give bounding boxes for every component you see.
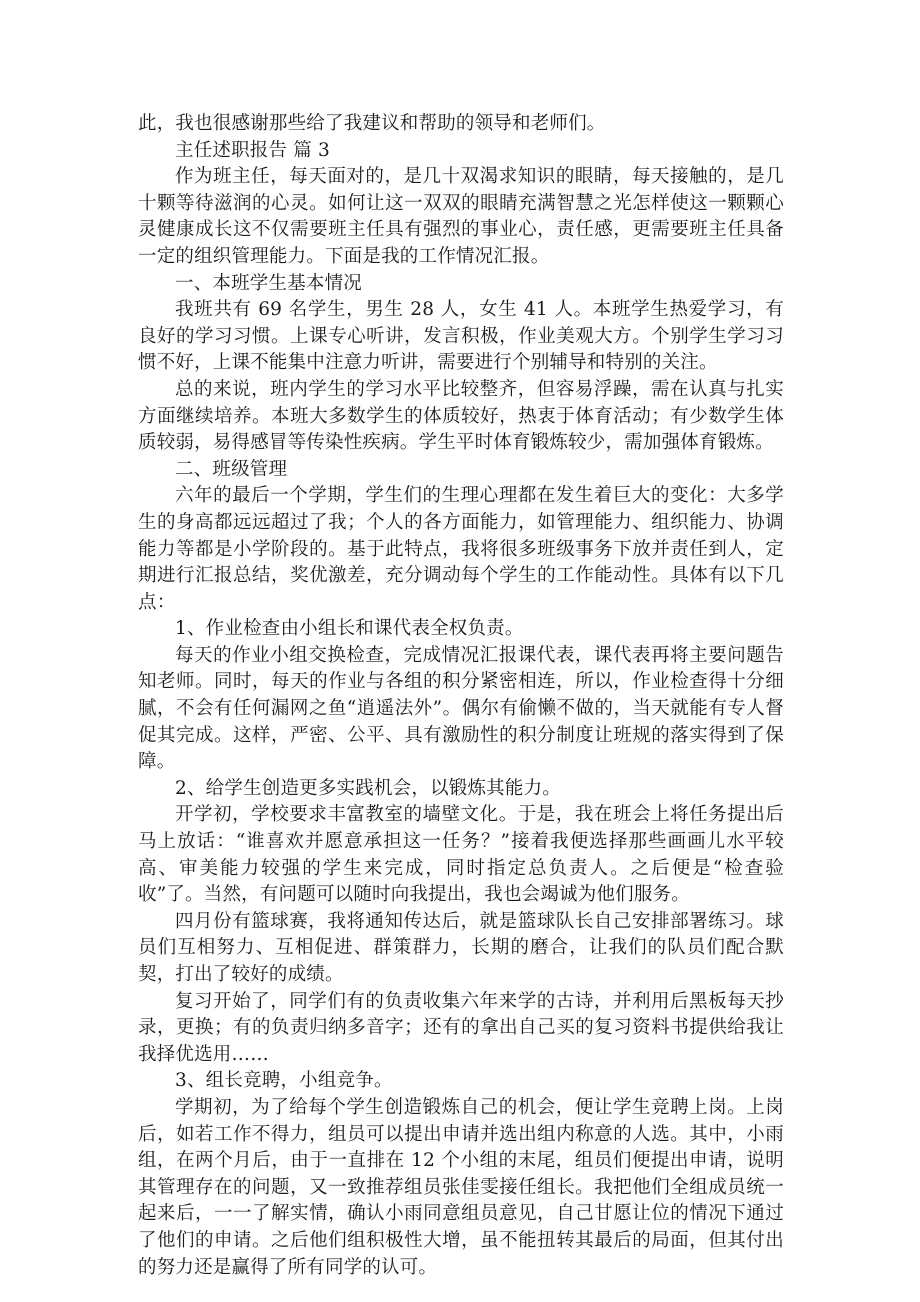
heading-basic-info: 一、本班学生基本情况 [175,272,363,294]
paragraph: 每天的作业小组交换检查，完成情况汇报课代表，课代表再将主要问题告知老师。同时，每天的作业与各组的积分紧密相连，所以，作业检查得十分细腻，不会有任何漏网之鱼“逍遥法外”。偶尔有偷懒不做的，当天就能有专人督促其完成。这样，严密、公平、具有激励性的积分制度让班规的落实得到了保障。 [138,644,784,773]
paragraph: 我班共有 69 名学生，男生 28 人，女生 41 人。本班学生热爱学习，有良好的学习习惯。上课专心听讲，发言积极，作业美观大方。个别学生学习习惯不好，上课不能集中注意力听讲，需要进行个别辅导和特别的关注。 [138,299,784,374]
paragraph: 总的来说，班内学生的学习水平比较整齐，但容易浮躁，需在认真与扎实方面继续培养。本班大多数学生的体质较好，热衷于体育活动；有少数学生体质较弱，易得感冒等传染性疾病。学生平时体育锻炼较少，需加强体育锻炼。 [138,378,784,454]
heading-class-management: 二、班级管理 [175,458,288,480]
list-heading-3: 3、组长竞聘，小组竞争。 [175,1070,393,1092]
list-heading-1: 1、作业检查由小组长和课代表全权负责。 [175,618,524,640]
paragraph-intro-tail: 此，我也很感谢那些给了我建议和帮助的领导和老师们。 [138,113,606,134]
paragraph: 学期初，为了给每个学生创造锻炼自己的机会，便让学生竞聘上岗。上岗后，如若工作不得力，组员可以提出申请并选出组内称意的人选。其中，小雨组，在两个月后，由于一直排在 12 个小组的末尾，组员们便提出申请，说明其管理存在的问题，又一致推荐组员张佳雯接任组长。我把他们全组成员统一起来后，一一了解实情，确认小雨同意组员意见，自己甘愿让位的情况下通过了他们的申请。之后他们组积极性大增，虽不能扭转其最后的局面，但其付出的努力还是赢得了所有同学的认可。 [138,1096,784,1278]
paragraph: 复习开始了，同学们有的负责收集六年来学的古诗，并利用后黑板每天抄录，更换；有的负责归纳多音字；还有的拿出自己买的复习资料书提供给我让我择优选用…… [138,990,784,1065]
list-heading-2: 2、给学生创造更多实践机会，以锻炼其能力。 [175,777,561,799]
paragraph: 开学初，学校要求丰富教室的墙壁文化。于是，我在班会上将任务提出后马上放话：“谁喜欢并愿意承担这一任务？”接着我便选择那些画画儿水平较高、审美能力较强的学生来完成，同时指定总负责人。之后便是“检查验收”了。当然，有问题可以随时向我提出，我也会竭诚为他们服务。 [138,804,784,906]
paragraph: 六年的最后一个学期，学生们的生理心理都在发生着巨大的变化：大多学生的身高都远远超过了我；个人的各方面能力，如管理能力、组织能力、协调能力等都是小学阶段的。基于此特点，我将很多班级事务下放并责任到人，定期进行汇报总结，奖优激差，充分调动每个学生的工作能动性。具体有以下几点： [138,485,784,613]
paragraph: 四月份有篮球赛，我将通知传达后，就是篮球队长自己安排部署练习。球员们互相努力、互相促进、群策群力，长期的磨合，让我们的队员们配合默契，打出了较好的成绩。 [138,910,784,985]
section-title: 主任述职报告 篇 3 [175,139,331,161]
paragraph: 作为班主任，每天面对的，是几十双渴求知识的眼睛，每天接触的，是几十颗等待滋润的心灵。如何让这一双双的眼睛充满智慧之光怎样使这一颗颗心灵健康成长这不仅需要班主任具有强烈的事业心，责任感，更需要班主任具备一定的组织管理能力。下面是我的工作情况汇报。 [138,166,784,267]
document-page [138,111,784,1281]
